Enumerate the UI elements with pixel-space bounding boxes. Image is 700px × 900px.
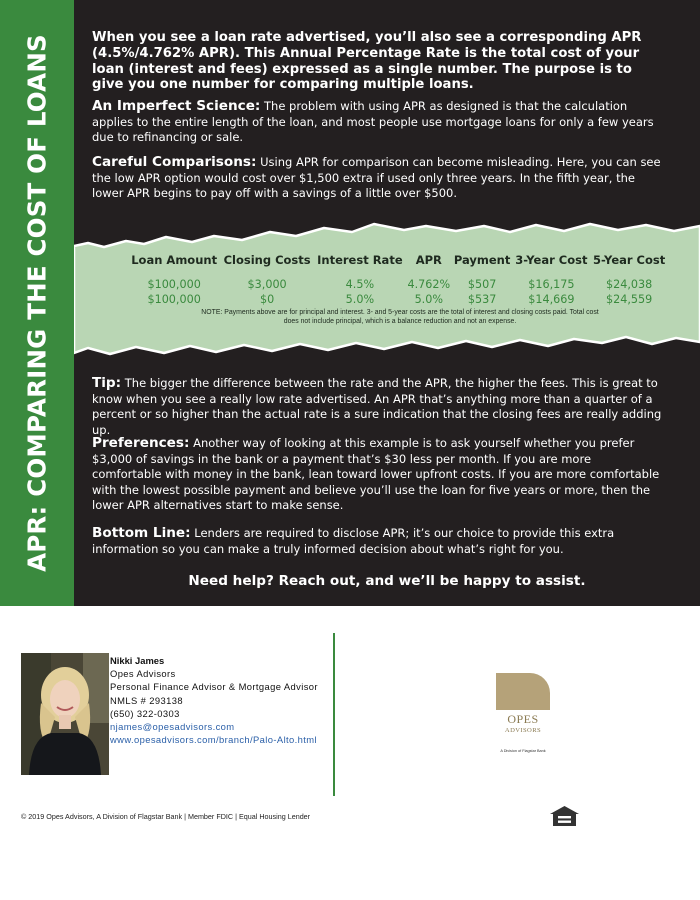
svg-text:OPES: OPES [507, 712, 539, 726]
advisor-photo [21, 653, 109, 775]
section-preferences [92, 436, 664, 514]
table-cell: 4.5% [345, 278, 375, 291]
contact-phone[interactable]: (650) 322-0303 [110, 707, 180, 719]
table-cell: 5.0% [414, 293, 443, 306]
section-heading: Careful Comparisons: [92, 154, 257, 170]
table-row [128, 292, 668, 307]
col-header-payment: Payment [453, 253, 511, 267]
table-cell: $100,000 [147, 293, 201, 306]
section-text: Lenders are required to disclose APR; it’s our choice to provide this extra information so you can make a truly informed decision about what’s right for you. [92, 526, 615, 556]
sidebar-title: APR: COMPARING THE COST OF LOANS [22, 34, 52, 572]
section-text: Using APR for comparison can become misleading. Here, you can see the low APR option would cost over $1,500 extra if used only three years. In the fifth year, the lower APR begins to pay off with a savings of a little over $500. [92, 155, 661, 200]
section-imperfect-science [92, 99, 664, 146]
col-header-loan-amount: Loan Amount [131, 253, 218, 267]
col-header-closing-costs: Closing Costs [223, 253, 311, 267]
opes-advisors-logo [496, 673, 550, 758]
table-cell: $537 [467, 293, 497, 306]
table-cell: 5.0% [345, 293, 375, 306]
vertical-divider [333, 633, 335, 796]
svg-text:A Division of Flagstar Bank: A Division of Flagstar Bank [500, 749, 546, 753]
section-heading: An Imperfect Science: [92, 98, 261, 114]
col-header-apr: APR [415, 253, 442, 267]
section-heading: Tip: [92, 375, 122, 391]
contact-website-link[interactable]: www.opesadvisors.com/branch/Palo-Alto.html [110, 734, 317, 746]
section-heading: Preferences: [92, 435, 190, 451]
col-header-3-year-cost: 3-Year Cost [515, 253, 588, 267]
contact-email-link[interactable]: njames@opesadvisors.com [110, 721, 235, 733]
contact-name: Nikki James [110, 655, 165, 666]
table-cell: $24,038 [605, 278, 653, 291]
table-cell: $14,669 [528, 293, 575, 306]
contact-nmls: NMLS # 293138 [110, 694, 183, 706]
table-row [128, 277, 668, 292]
table-cell: $0 [259, 293, 275, 306]
table-cell: $507 [467, 278, 497, 291]
col-header-interest-rate: Interest Rate [317, 253, 403, 267]
section-heading: Bottom Line: [92, 525, 191, 541]
col-header-5-year-cost: 5-Year Cost [592, 253, 666, 267]
svg-text:ADVISORS: ADVISORS [504, 727, 542, 734]
table-cell: $3,000 [247, 278, 287, 291]
table-cell: $24,559 [605, 293, 653, 306]
footer-disclaimer: © 2019 Opes Advisors, A Division of Flagstar Bank | Member FDIC | Equal Housing Lender [21, 812, 311, 821]
section-tip [92, 376, 664, 438]
contact-title: Personal Finance Advisor & Mortgage Advisor [110, 681, 318, 693]
section-text: Another way of looking at this example is to ask yourself whether you prefer $3,000 of savings in the bank or a payment that’s $30 less per month. If you are more comfortable with money in the bank, lean toward lower upfront costs. If you are more comfortable with the lowest possible payment and believe you’ll use the loan for five years or more, then the lower APR alternatives start to make sense. [92, 436, 660, 512]
contact-info [110, 654, 318, 746]
sidebar-band [0, 0, 74, 606]
section-careful-comparisons [92, 155, 664, 202]
contact-company: Opes Advisors [110, 668, 176, 680]
table-cell: $100,000 [147, 278, 201, 291]
table-cell: 4.762% [407, 278, 451, 291]
intro-paragraph: When you see a loan rate advertised, you’ll also see a corresponding APR (4.5%/4.762% APR). This Annual Percentage Rate is the total cost of your loan (interest and fees) expressed as a single number. The purpose is to give you one number for comparing multiple loans. [92, 30, 642, 93]
section-bottom-line [92, 526, 664, 557]
call-to-action: Need help? Reach out, and we’ll be happy to assist. [188, 573, 586, 589]
loan-comparison-table [128, 253, 668, 307]
table-cell: $16,175 [528, 278, 575, 291]
equal-housing-icon [549, 805, 580, 827]
section-text: The problem with using APR as designed is that the calculation applies to the entire length of the loan, and most people use mortgage loans for only a few years due to refinancing or sale. [92, 99, 654, 144]
section-text: The bigger the difference between the rate and the APR, the higher the fees. This is great to know when you see a really low rate advertised. An APR that’s anything more than a quarter of a percent or so higher than the actual rate is a sure indication that the closing fees are really adding up. [92, 376, 662, 437]
table-note: NOTE: Payments above are for principal and interest. 3- and 5-year costs are the total of interest and closing costs paid. Total cost does not include principal, which is a balance reduction and not an expense. [201, 309, 599, 325]
